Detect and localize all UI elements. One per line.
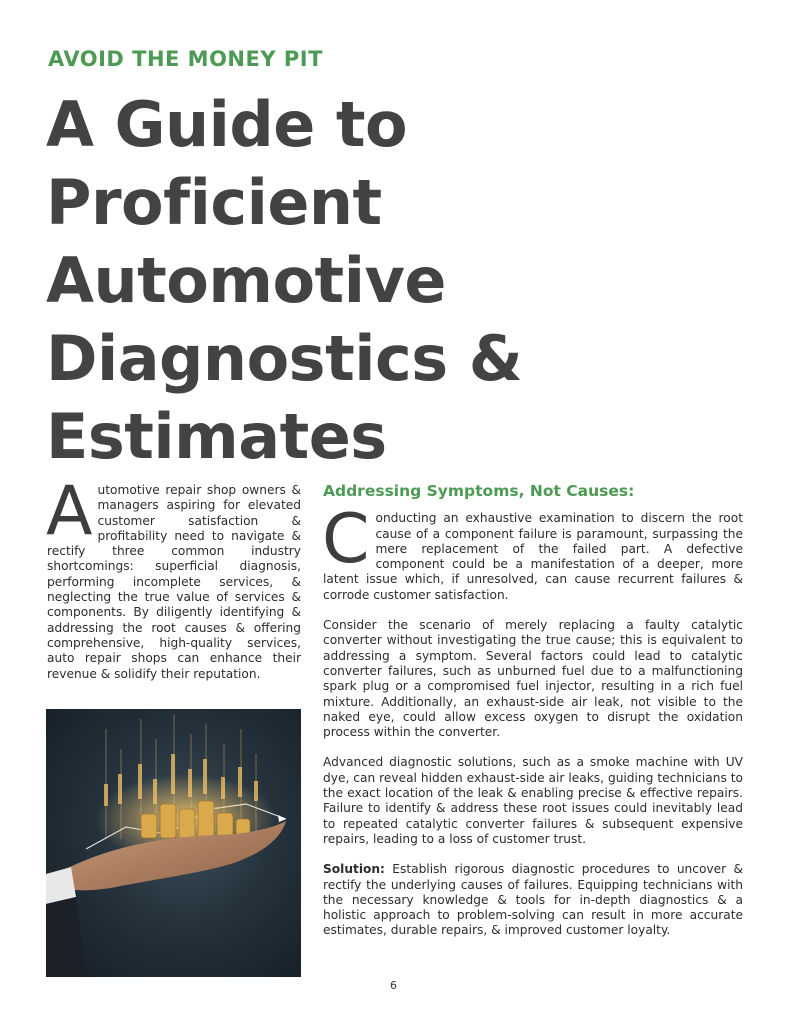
page-title: A Guide to Proficient Automotive Diagnostics & Estimates [46, 88, 523, 473]
article-paragraph-1 [322, 500, 743, 603]
solution-text: Establish rigorous diagnostic procedures to uncover & rectify the underlying causes of failures. Equipping technicians with the necessary knowledge & tools for in-depth diagnostics & a holistic approach to problem-solving can result in more accurate estimates, durable repairs, & improved customer loyalty. [323, 862, 743, 938]
solution-paragraph [323, 862, 743, 938]
section-kicker: AVOID THE MONEY PIT [48, 47, 323, 71]
article-paragraph-2: Consider the scenario of merely replacing a faulty catalytic converter without investigating the true cause; this is equivalent to addressing a symptom. Several factors could lead to catalytic converter failures, such as unburned fuel due to a malfunctioning spark plug or a compromised fuel injector, resulting in a rich fuel mixture. Additionally, an exhaust-side air leak, not visible to the naked eye, could allow excess oxygen to disrupt the oxidation process within the converter. [323, 618, 743, 740]
paragraph-1-text: onducting an exhaustive examination to discern the root cause of a component failure is paramount, surpassing the mere replacement of the failed part. A defective component could be a manifestation of a deeper, more latent issue which, if unresolved, can cause recurrent failures & corrode customer satisfaction. [323, 511, 743, 602]
hand-coins-illustration [46, 709, 301, 977]
article-dropcap: C [322, 500, 370, 580]
page-number: 6 [390, 979, 397, 992]
intro-column [46, 472, 301, 682]
intro-text: utomotive repair shop owners & managers aspiring for elevated customer satisfaction & profitability need to navigate & rectify three common industry shortcomings: superficial diagnosis, performing incomplete services, & neglecting the true value of services & components. By diligently identifying & addressing the root causes & offering comprehensive, high-quality services, auto repair shops can enhance their revenue & solidify their reputation. [47, 483, 301, 681]
article-column [323, 484, 743, 954]
hand-coins-photo [46, 709, 301, 977]
article-heading: Addressing Symptoms, Not Causes: [323, 482, 635, 500]
intro-dropcap: A [46, 472, 93, 551]
solution-label: Solution: [323, 862, 385, 877]
article-paragraph-3: Advanced diagnostic solutions, such as a smoke machine with UV dye, can reveal hidden exhaust-side air leaks, guiding technicians to the exact location of the leak & enabling precise & effective repairs. Failure to identify & address these root issues could inevitably lead to repeated catalytic converter failures & subsequent expensive repairs, leading to a loss of customer trust. [323, 755, 743, 846]
